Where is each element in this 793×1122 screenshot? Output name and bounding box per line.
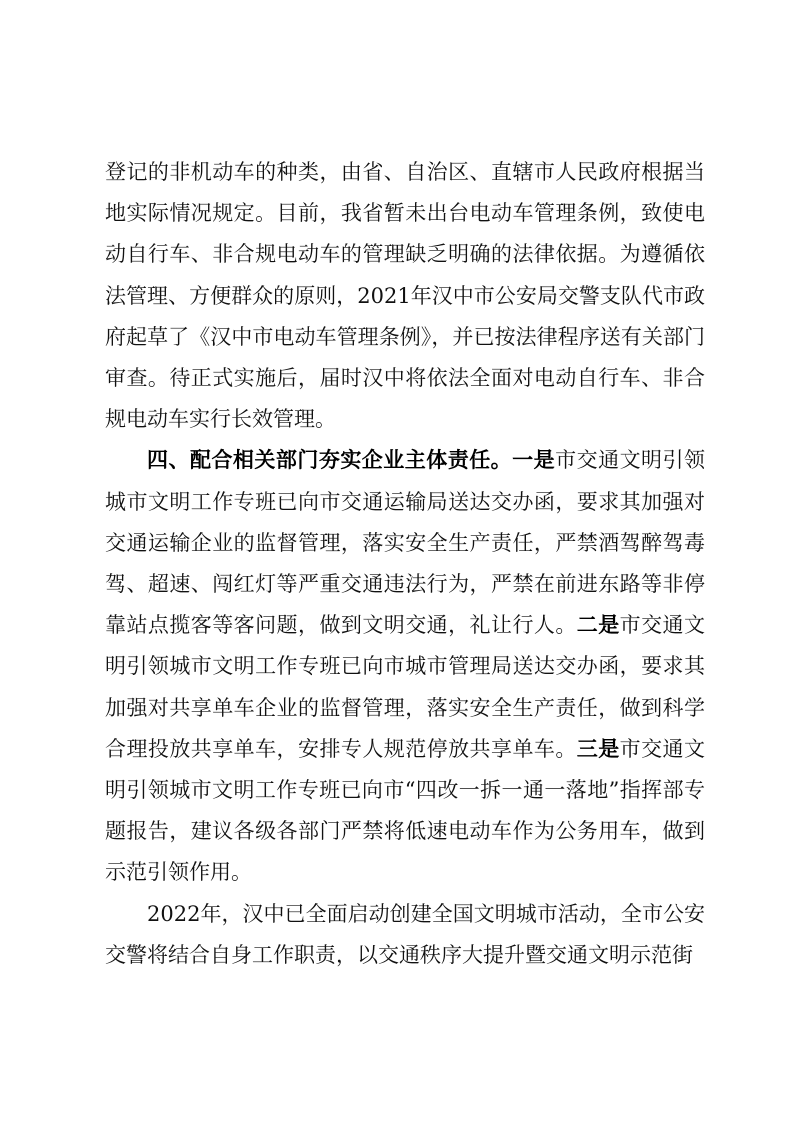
paragraph-enterprise-responsibility <box>105 440 705 893</box>
item-marker-2: 二是 <box>576 613 620 638</box>
item-text-1: 市交通文明引领城市文明工作专班已向市交通运输局送达交办函，要求其加强对交通运输企业的监督管理，落实安全生产责任，严禁酒驾醉驾毒驾、超速、闯红灯等严重交通违法行为，严禁在前进东路等非停靠站点揽客等客问题，做到文明交通，礼让行人。 <box>105 448 706 638</box>
document-body <box>105 152 705 976</box>
paragraph-2022-plan: 2022年，汉中已全面启动创建全国文明城市活动，全市公安交警将结合自身工作职责，以交通秩序大提升暨交通文明示范街 <box>105 901 705 967</box>
item-text-3: 市交通文明引领城市文明工作专班已向市“四改一拆一通一落地”指挥部专题报告，建议各级各部门严禁将低速电动车作为公务用车，做到示范引领作用。 <box>105 736 706 885</box>
item-marker-3: 三是 <box>576 736 620 761</box>
item-marker-1: 一是 <box>512 448 556 473</box>
section-heading: 四、配合相关部门夯实企业主体责任。 <box>147 448 513 473</box>
paragraph-legal-basis: 登记的非机动车的种类，由省、自治区、直辖市人民政府根据当地实际情况规定。目前，我省暂未出台电动车管理条例，致使电动自行车、非合规电动车的管理缺乏明确的法律依据。为遵循依法管理、方便群众的原则，2021年汉中市公安局交警支队代市政府起草了《汉中市电动车管理条例》，并已按法律程序送有关部门审查。待正式实施后，届时汉中将依法全面对电动自行车、非合规电动车实行长效管理。 <box>105 160 705 432</box>
item-text-2: 市交通文明引领城市文明工作专班已向市城市管理局送达交办函，要求其加强对共享单车企业的监督管理，落实安全生产责任，做到科学合理投放共享单车，安排专人规范停放共享单车。 <box>105 613 706 761</box>
